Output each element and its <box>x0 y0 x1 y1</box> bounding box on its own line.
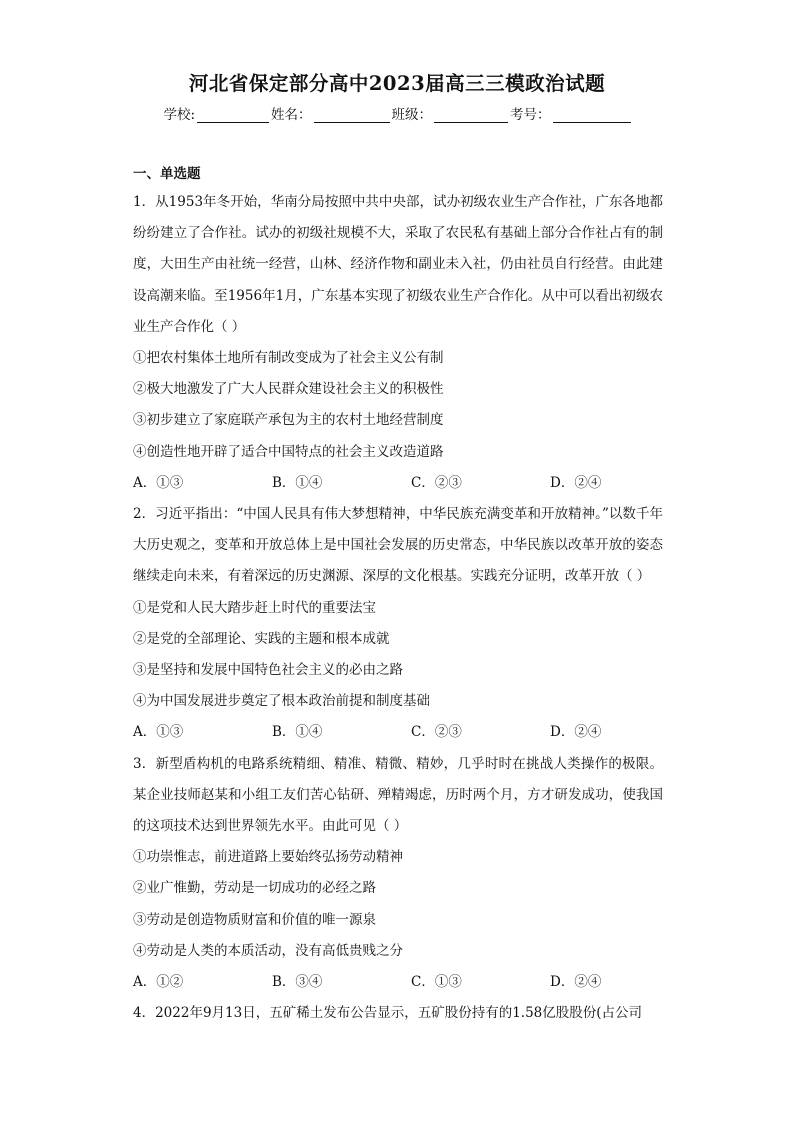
statement-option: ①是党和人民大踏步赶上时代的重要法宝 <box>133 599 376 616</box>
statement-option: ②是党的全部理论、实践的主题和根本成就 <box>133 630 390 647</box>
answer-choices <box>133 967 663 998</box>
statement-option: ③是坚持和发展中国特色社会主义的必由之路 <box>133 662 403 679</box>
question-stem: 2．习近平指出：“中国人民具有伟大梦想精神，中华民族充满变革和开放精神。”以数千年大历史观之，变革和开放总体上是中国社会发展的历史常态，中华民族以改革开放的姿态继续走向未来，有着深远的历史渊源、深厚的文化根基。实践充分证明，改革开放（ ） <box>133 506 663 585</box>
question-stem: 4．2022年9月13日，五矿稀土发布公告显示，五矿股份持有的1.58亿股股份(占公司 <box>133 1005 643 1022</box>
student-info-line <box>0 103 794 123</box>
page-title: 河北省保定部分高中2023届高三三模政治试题 <box>188 72 606 95</box>
question-1 <box>133 187 663 499</box>
school-label: 学校: <box>163 107 196 123</box>
name-label: 姓名： <box>271 107 312 123</box>
choice-d: D．②④ <box>550 474 602 491</box>
choice-c: C．②③ <box>411 724 462 741</box>
statement-option: ①功崇惟志，前进道路上要始终弘扬劳动精神 <box>133 849 403 866</box>
exam-no-blank[interactable] <box>553 108 631 123</box>
class-label: 班级： <box>391 107 433 123</box>
choice-c: C．②③ <box>411 474 462 491</box>
class-field <box>392 103 509 123</box>
statement-option: ①把农村集体土地所有制改变成为了社会主义公有制 <box>133 350 444 367</box>
question-stem: 1．从1953年冬开始，华南分局按照中共中央部，试办初级农业生产合作社，广东各地都纷纷建立了合作社。试办的初级社规模不大，采取了农民私有基础上部分合作社占有的制度，大田生产由社统一经营，山林、经济作物和副业未入社，仍由社员自行经营。由此建设高潮来临。至1956年1月，广东基本实现了初级农业生产合作化。从中可以看出初级农业生产合作化（ ） <box>133 194 663 335</box>
choice-d: D．②④ <box>550 724 602 741</box>
class-blank[interactable] <box>434 108 508 123</box>
choice-b: B．③④ <box>272 974 323 991</box>
statement-option: ③初步建立了家庭联产承包为主的农村土地经营制度 <box>133 412 444 429</box>
name-field <box>271 103 390 123</box>
choice-c: C．①③ <box>411 974 462 991</box>
section-heading: 一、单选题 <box>133 166 201 182</box>
choice-a: A．①③ <box>133 724 184 741</box>
question-stem: 3．新型盾构机的电路系统精细、精准、精微、精妙，几乎时时在挑战人类操作的极限。某企业技师赵某和小组工友们苦心钻研、殚精竭虑，历时两个月，方才研发成功，使我国的这项技术达到世界领先水平。由此可见（ ） <box>133 755 663 835</box>
statement-option: ④为中国发展进步奠定了根本政治前提和制度基础 <box>133 693 430 710</box>
question-3 <box>133 749 663 999</box>
exam-content <box>133 163 663 1029</box>
exam-no-field <box>510 103 631 123</box>
choice-a: A．①③ <box>133 474 184 491</box>
answer-choices <box>133 468 663 499</box>
statement-option: ②业广惟勤，劳动是一切成功的必经之路 <box>133 880 376 897</box>
school-blank[interactable] <box>197 108 269 123</box>
question-2 <box>133 499 663 749</box>
choice-b: B．①④ <box>272 474 323 491</box>
choice-a: A．①② <box>133 974 184 991</box>
choice-b: B．①④ <box>272 724 323 741</box>
question-4 <box>133 998 663 1029</box>
name-blank[interactable] <box>314 108 390 123</box>
statement-option: ③劳动是创造物质财富和价值的唯一源泉 <box>133 911 376 928</box>
choice-d: D．②④ <box>550 974 602 991</box>
statement-option: ④创造性地开辟了适合中国特点的社会主义改造道路 <box>133 443 444 460</box>
school-field <box>163 103 269 123</box>
statement-option: ②极大地激发了广大人民群众建设社会主义的积极性 <box>133 381 444 398</box>
exam-no-label: 考号： <box>510 107 551 123</box>
answer-choices <box>133 717 663 748</box>
statement-option: ④劳动是人类的本质活动，没有高低贵贱之分 <box>133 942 403 959</box>
